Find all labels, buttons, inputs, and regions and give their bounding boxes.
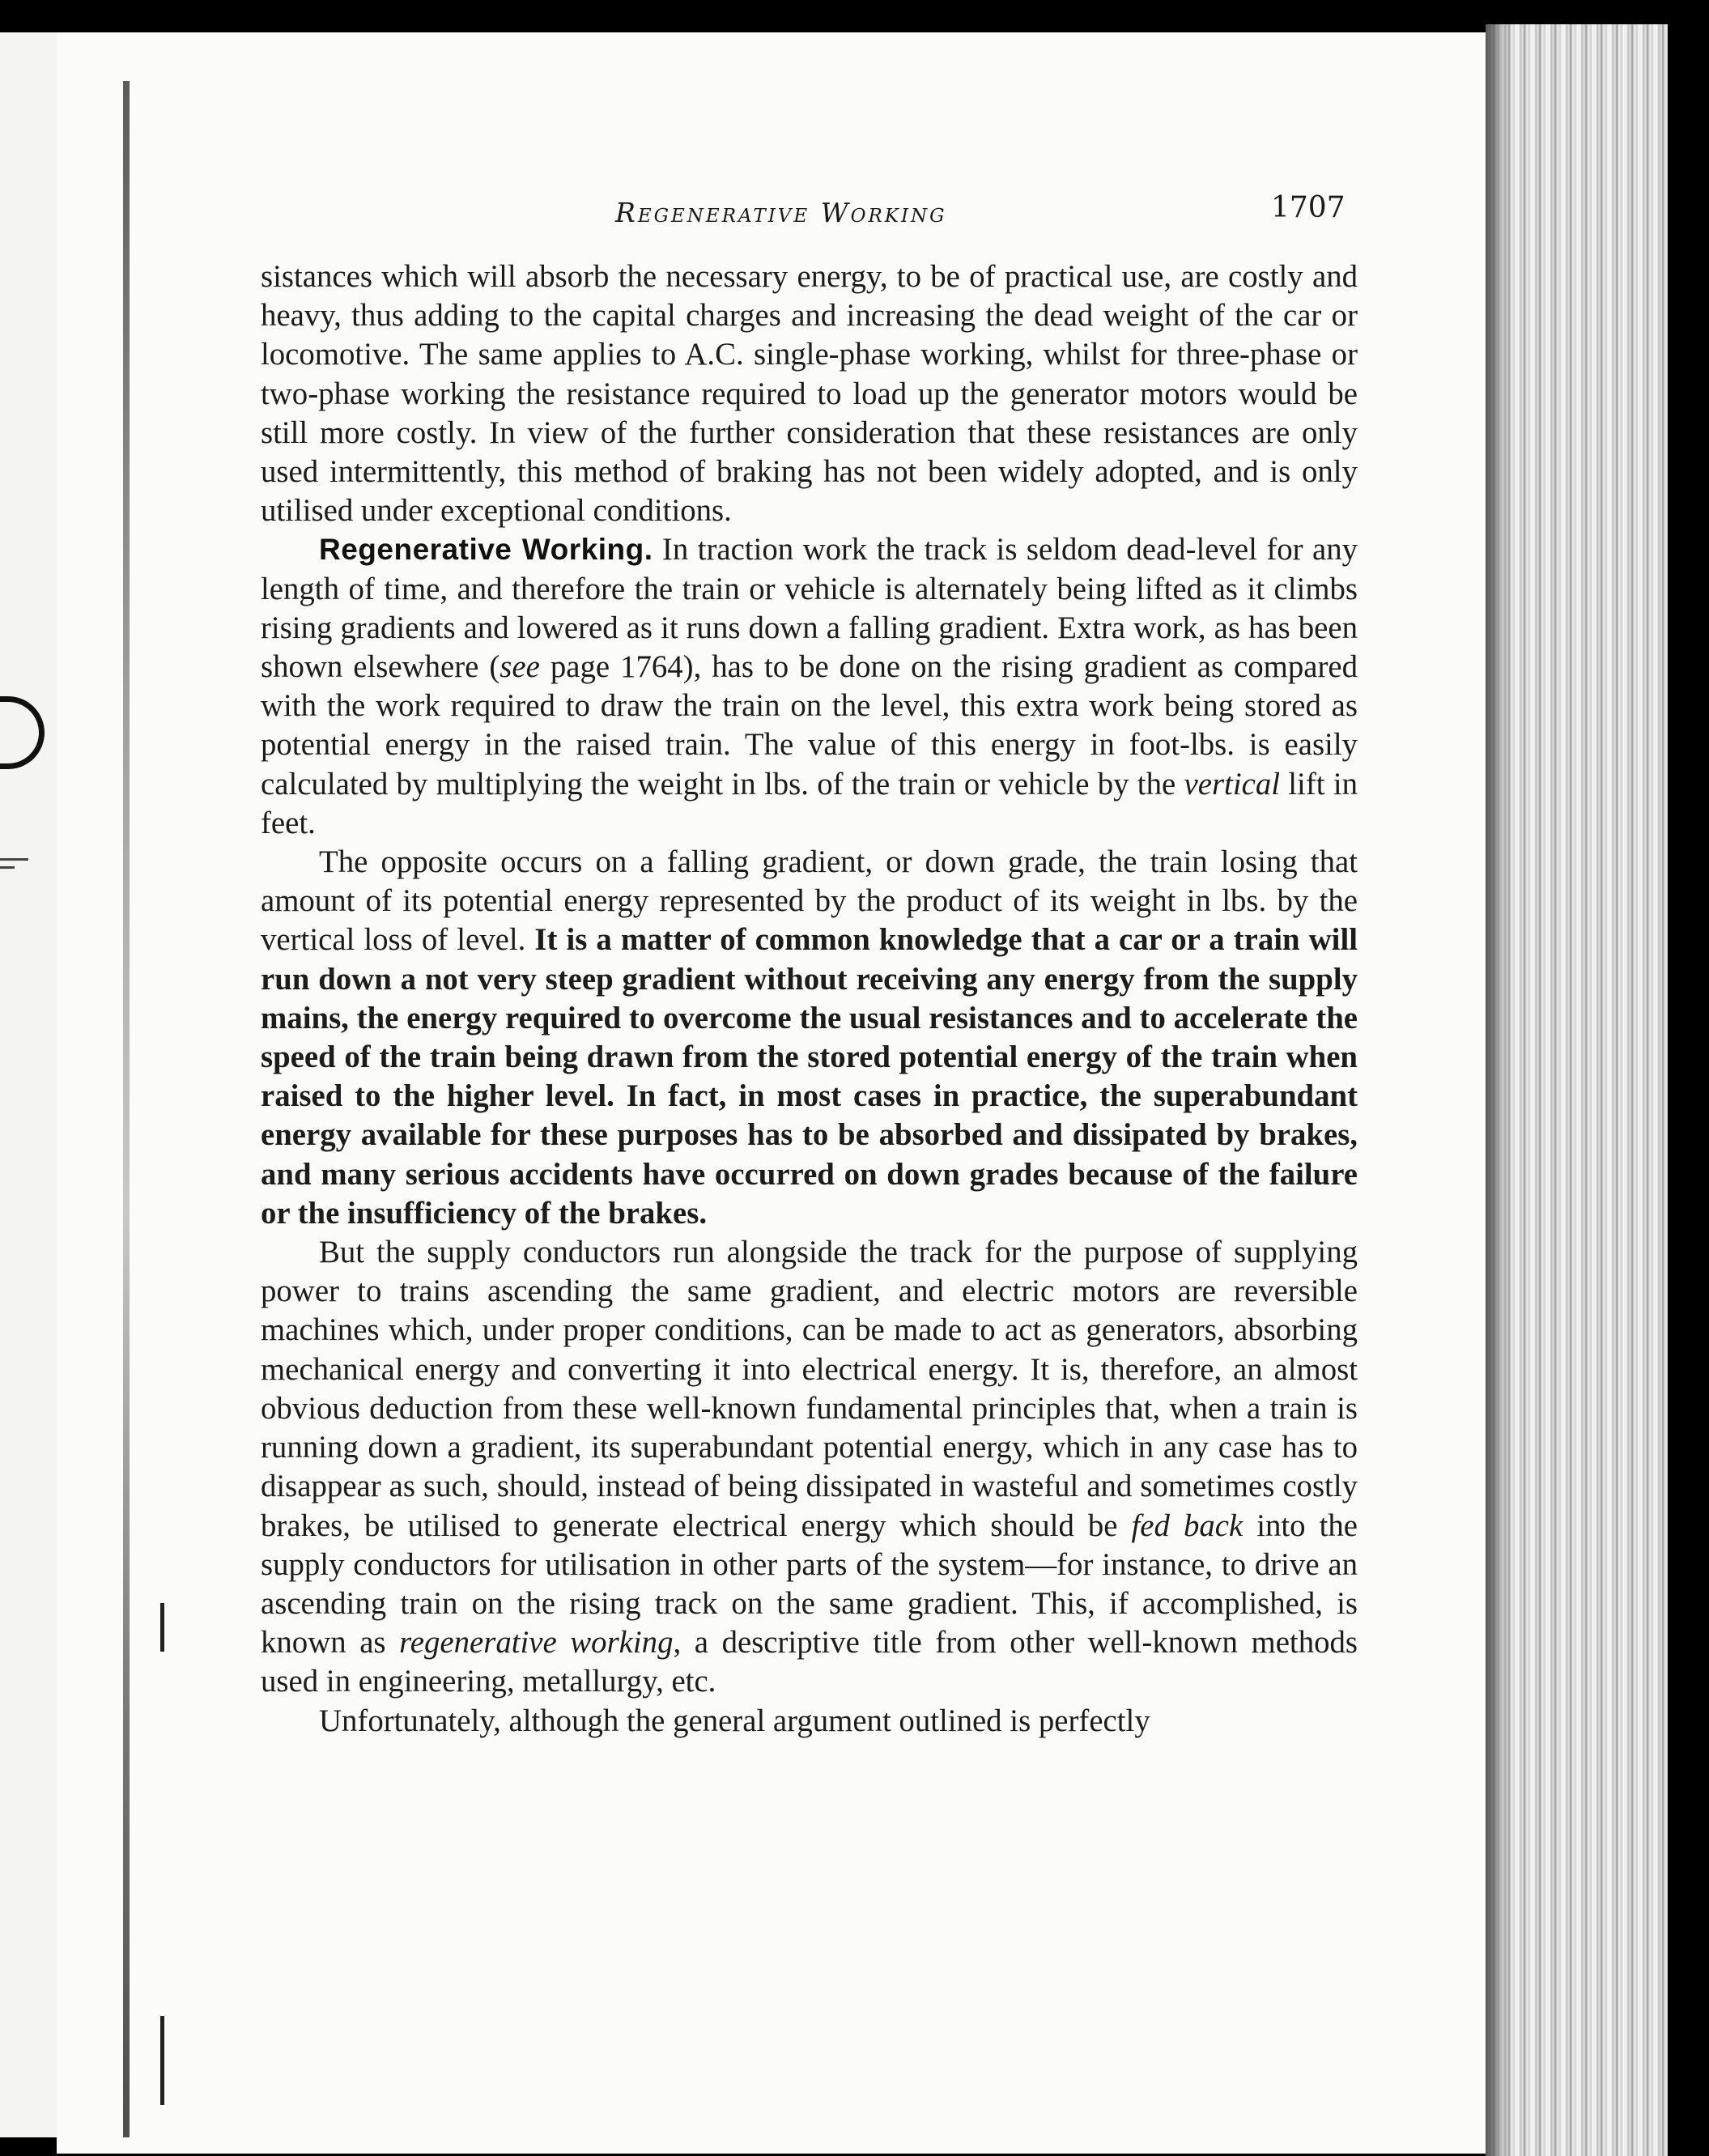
paragraph-text: Unfortunately, although the general argument outlined is perfectly — [319, 1703, 1150, 1738]
page-gutter-shadow — [123, 81, 130, 2137]
paragraph — [261, 1702, 1358, 1741]
paragraph-text: into the supply conductors for utilisation in other parts of the system—for instance, to drive an ascending train on the rising track on the same gradient. This, if accomplished, is known as — [261, 1507, 1358, 1661]
paragraph-text: But the supply conductors run alongside the track for the purpose of supplying power to trains ascending the same gradient, and electric motors are reversible machines which, under proper conditions, can be made to act as generators, absorbing mechanical energy and converting it into electrical energy. It is, therefore, an almost obvious deduction from these well-known fundamental principles that, when a train is running down a gradient, its superabundant potential energy, which in any case has to disappear as such, should, instead of being dissipated in wasteful and sometimes costly brakes, be utilised to generate electrical energy which should be — [261, 1235, 1358, 1543]
section-heading: Regenerative Working. — [319, 533, 653, 567]
body-text — [261, 257, 1358, 1741]
paragraph-text: , a descriptive title from other well-known methods used in engineering, metallurgy, etc. — [261, 1625, 1358, 1699]
previous-page-glyph — [0, 696, 45, 769]
paragraph-text: sistances which will absorb the necessary energy, to be of practical use, are costly and heavy, thus adding to the capital charges and increasing the dead weight of the car or locomotive. The same applies to A.C. single-phase working, whilst for three-phase or two-phase working the resistance required to load up the generator motors would be still more costly. In view of the further consideration that these resistances are only used intermittently, this method of braking has not been widely adopted, and is only utilised under exceptional conditions. — [261, 259, 1358, 529]
paragraph — [261, 257, 1358, 530]
previous-page-tick — [0, 866, 15, 869]
page-edge-shadow — [1486, 24, 1510, 2156]
paragraph — [261, 843, 1358, 1233]
gutter-mark — [160, 2016, 164, 2105]
emphasis-text: It is a matter of common knowledge that a car or a train will run down a not very steep gradient without receiving any energy from the supply mains, the energy required to overcome the usual resistances and to accelerate the speed of the train being drawn from the stored potential energy of the train when raised to the higher level. In fact, in most cases in practice, the superabundant energy available for these purposes has to be absorbed and dissipated by brakes, and many serious accidents have occurred on down grades because of the failure or the insufficiency of the brakes. — [261, 922, 1358, 1231]
paragraph — [261, 1233, 1358, 1701]
previous-page-tick — [0, 858, 28, 861]
running-head: Regenerative Working — [615, 197, 947, 228]
paragraph-text: The opposite occurs on a falling gradient, or down grade, the train losing that amount of its potential energy represented by the product of its weight in lbs. by the vertical loss of level. — [261, 844, 1358, 958]
paragraph-text: In traction work the track is seldom dead-level for any length of time, and therefore the train or vehicle is alternately being lifted as it climbs rising gradients and lowered as it runs down a falling gradient. Extra work, as has been shown elsewhere ( — [261, 532, 1358, 685]
previous-page-edge — [0, 32, 57, 2137]
paragraph-regenerative-working — [261, 530, 1358, 843]
italic-text: see — [500, 649, 540, 685]
italic-text: fed back — [1131, 1507, 1243, 1543]
background-right — [1668, 24, 1709, 2156]
italic-text: vertical — [1184, 766, 1280, 802]
paragraph-text: lift in feet. — [261, 766, 1358, 840]
gutter-mark — [160, 1603, 164, 1652]
page-number: 1707 — [1271, 191, 1346, 224]
italic-text: regenerative working — [399, 1625, 674, 1661]
paragraph-text: page 1764), has to be done on the rising gradient as compared with the work required to draw the train on the level, this extra work being stored as potential energy in the raised train. The value of this energy in foot-lbs. is easily calculated by multiplying the weight in lbs. of the train or vehicle by the — [261, 649, 1358, 802]
